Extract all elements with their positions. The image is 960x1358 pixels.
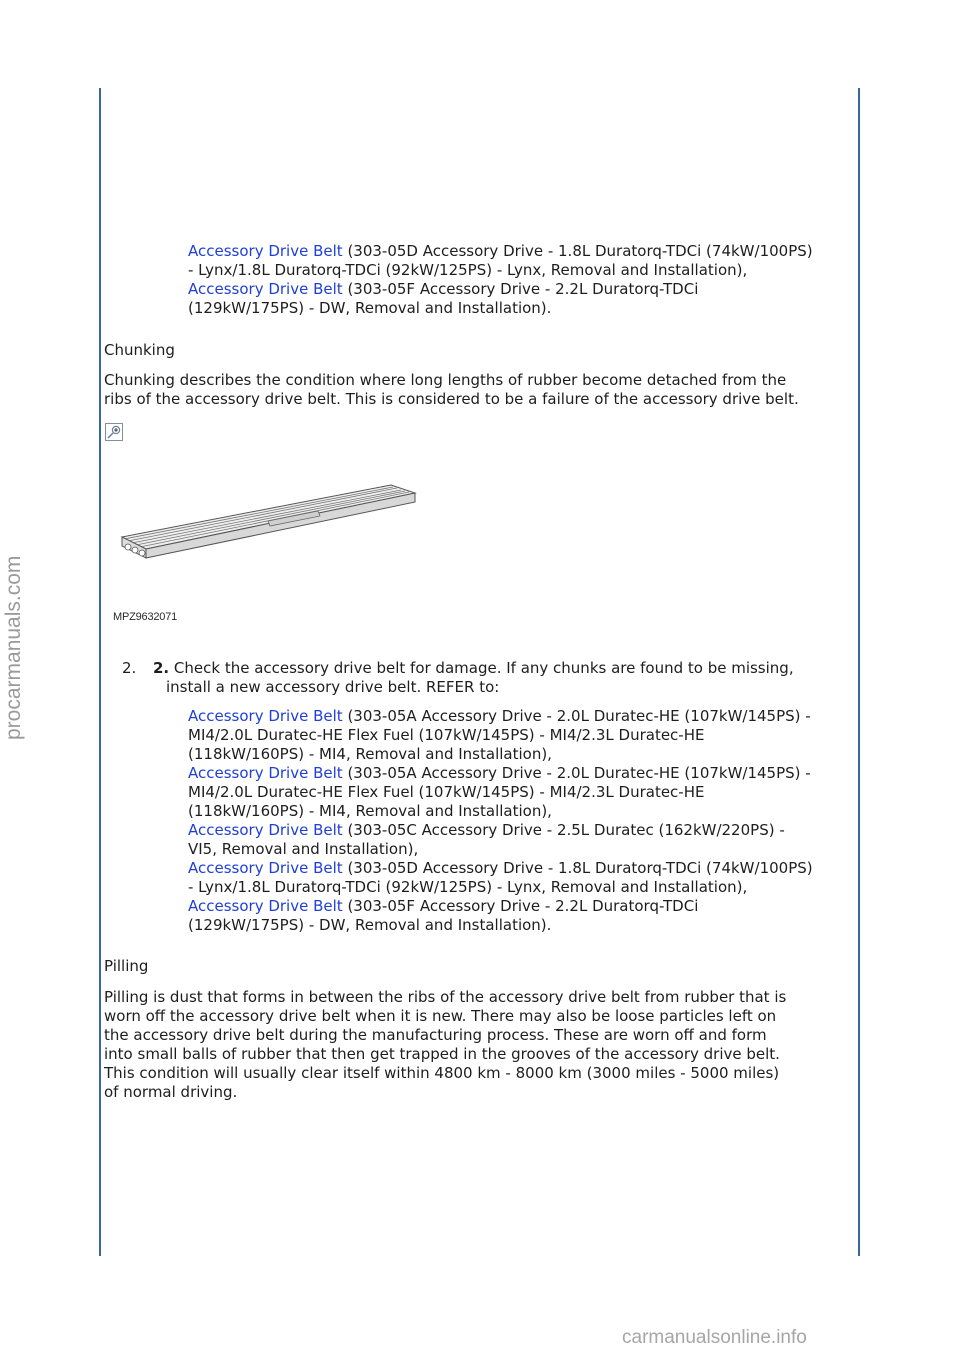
- left-margin-rule: [99, 88, 101, 1256]
- accessory-drive-belt-link[interactable]: Accessory Drive Belt: [188, 897, 343, 915]
- reference-text: VI5, Removal and Installation),: [188, 840, 419, 858]
- step-text-line: install a new accessory drive belt. REFER to:: [166, 678, 500, 696]
- accessory-drive-belt-link[interactable]: Accessory Drive Belt: [188, 242, 343, 260]
- belt-illustration: [108, 480, 428, 630]
- accessory-drive-belt-link[interactable]: Accessory Drive Belt: [188, 280, 343, 298]
- accessory-drive-belt-link[interactable]: Accessory Drive Belt: [188, 859, 343, 877]
- reference-text: MI4/2.0L Duratec-HE Flex Fuel (107kW/145PS) - MI4/2.3L Duratec-HE: [188, 726, 705, 744]
- paragraph-line: This condition will usually clear itself within 4800 km - 8000 km (3000 miles - 5000 miles): [104, 1064, 780, 1082]
- reference-text: - Lynx/1.8L Duratorq-TDCi (92kW/125PS) - Lynx, Removal and Installation),: [188, 261, 748, 279]
- reference-line: [188, 859, 813, 878]
- accessory-drive-belt-link[interactable]: Accessory Drive Belt: [188, 821, 343, 839]
- reference-line: [188, 878, 813, 897]
- reference-text: (303-05A Accessory Drive - 2.0L Duratec-HE (107kW/145PS) -: [342, 764, 811, 782]
- paragraph-line: Pilling is dust that forms in between the ribs of the accessory drive belt from rubber that is: [104, 988, 787, 1006]
- paragraph-line: worn off the accessory drive belt when it is new. There may also be loose particles left on: [104, 1007, 777, 1025]
- reference-line: [188, 299, 813, 318]
- step-2-text: [153, 659, 794, 697]
- reference-text: MI4/2.0L Duratec-HE Flex Fuel (107kW/145PS) - MI4/2.3L Duratec-HE: [188, 783, 705, 801]
- reference-line: [188, 764, 813, 783]
- reference-text: (118kW/160PS) - MI4, Removal and Installation),: [188, 745, 552, 763]
- paragraph-line: Chunking describes the condition where long lengths of rubber become detached from the: [104, 371, 787, 389]
- reference-line: [188, 707, 813, 726]
- reference-list-1: [188, 242, 813, 318]
- chunking-description: [104, 371, 799, 409]
- paragraph-line: ribs of the accessory drive belt. This is considered to be a failure of the accessory drive belt.: [104, 390, 799, 408]
- reference-line: [188, 745, 813, 764]
- reference-line: [188, 802, 813, 821]
- reference-line: [188, 726, 813, 745]
- paragraph-line: the accessory drive belt during the manufacturing process. These are worn off and form: [104, 1026, 767, 1044]
- list-number: 2.: [122, 659, 137, 677]
- reference-text: (303-05D Accessory Drive - 1.8L Duratorq-TDCi (74kW/100PS): [342, 242, 813, 260]
- zoom-in-icon[interactable]: [105, 423, 123, 441]
- reference-line: [188, 916, 813, 935]
- right-margin-rule: [858, 88, 860, 1256]
- accessory-drive-belt-link[interactable]: Accessory Drive Belt: [188, 764, 343, 782]
- paragraph-line: [153, 659, 794, 678]
- reference-text: (303-05F Accessory Drive - 2.2L Duratorq-TDCi: [342, 897, 699, 915]
- reference-text: (129kW/175PS) - DW, Removal and Installation).: [188, 299, 552, 317]
- figure-label: MPZ9632071: [113, 611, 178, 623]
- reference-text: - Lynx/1.8L Duratorq-TDCi (92kW/125PS) - Lynx, Removal and Installation),: [188, 878, 748, 896]
- reference-list-2: [188, 707, 813, 935]
- reference-text: (303-05D Accessory Drive - 1.8L Duratorq-TDCi (74kW/100PS): [342, 859, 813, 877]
- reference-line: [188, 242, 813, 261]
- reference-text: (129kW/175PS) - DW, Removal and Installation).: [188, 916, 552, 934]
- reference-line: [188, 261, 813, 280]
- paragraph-line: of normal driving.: [104, 1083, 238, 1101]
- reference-line: [188, 821, 813, 840]
- paragraph-line: into small balls of rubber that then get trapped in the grooves of the accessory drive belt.: [104, 1045, 780, 1063]
- pilling-description: [104, 988, 786, 1102]
- step-text-line: Check the accessory drive belt for damage. If any chunks are found to be missing,: [169, 659, 794, 677]
- reference-text: (303-05A Accessory Drive - 2.0L Duratec-HE (107kW/145PS) -: [342, 707, 811, 725]
- step-number: 2.: [153, 659, 170, 677]
- reference-text: (303-05F Accessory Drive - 2.2L Duratorq-TDCi: [342, 280, 699, 298]
- reference-line: [188, 783, 813, 802]
- bottom-watermark: carmanualsonline.info: [622, 1327, 807, 1348]
- side-watermark: procarmanuals.com: [2, 555, 25, 740]
- reference-line: [188, 840, 813, 859]
- reference-text: (303-05C Accessory Drive - 2.5L Duratec (162kW/220PS) -: [342, 821, 785, 839]
- reference-line: [188, 280, 813, 299]
- reference-line: [188, 897, 813, 916]
- accessory-drive-belt-link[interactable]: Accessory Drive Belt: [188, 707, 343, 725]
- pilling-heading: Pilling: [104, 957, 149, 975]
- chunking-heading: Chunking: [104, 341, 175, 359]
- reference-text: (118kW/160PS) - MI4, Removal and Installation),: [188, 802, 552, 820]
